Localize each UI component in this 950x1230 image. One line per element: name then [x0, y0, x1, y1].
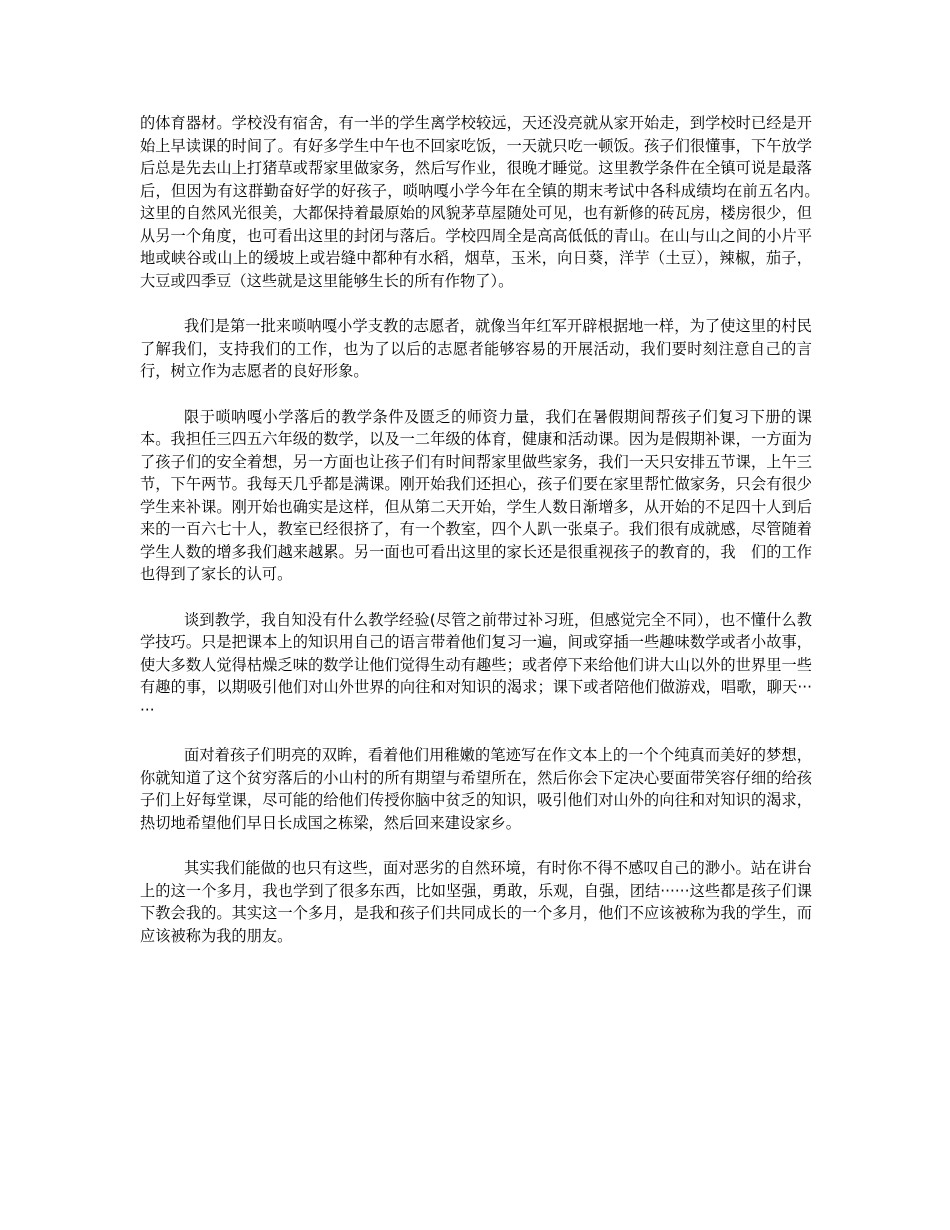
paragraph-1: 的体育器材。学校没有宿舍，有一半的学生离学校较远，天还没亮就从家开始走，到学校时已经是开始上早读课的时间了。有好多学生中午也不回家吃饭，一天就只吃一顿饭。孩子们很懂事，下午放学后总是先去山上打猪草或帮家里做家务，然后写作业，很晚才睡觉。这里教学条件在全镇可说是最落后，但因为有这群勤奋好学的好孩子，唢呐嘎小学今年在全镇的期末考试中各科成绩均在前五名内。 这里的自然风光很美，大都保持着最原始的风貌茅草屋随处可见，也有新修的砖瓦房，楼房很少，但从另一个角度，也可看出这里的封闭与落后。学校四周全是高高低低的青山。在山与山之间的小片平地或峡谷或山上的缓坡上或岩缝中都种有水稻，烟草，玉米，向日葵，洋芋（土豆），辣椒，茄子，大豆或四季豆（这些就是这里能够生长的所有作物了）。	[140, 114, 833, 290]
paragraph-2: 我们是第一批来唢呐嘎小学支教的志愿者，就像当年红军开辟根据地一样，为了使这里的村民了解我们，支持我们的工作，也为了以后的志愿者能够容易的开展活动，我们要时刻注意自己的言行，树立作为志愿者的良好形象。	[140, 317, 812, 380]
paragraph-5: 面对着孩子们明亮的双眸，看着他们用稚嫩的笔迹写在作文本上的一个个纯真而美好的梦想，你就知道了这个贫穷落后的小山村的所有期望与希望所在，然后你会下定决心要面带笑容仔细的给孩子们上好每堂课，尽可能的给他们传授你脑中贫乏的知识，吸引他们对山外的向往和对知识的渴求，热切地希望他们早日长成国之栋梁，然后回来建设家乡。	[140, 746, 812, 832]
document-body	[140, 112, 833, 970]
paragraph-4: 谈到教学，我自知没有什么教学经验(尽管之前带过补习班，但感觉完全不同），也不懂什么教学技巧。只是把课本上的知识用自己的语言带着他们复习一遍，间或穿插一些趣味数学或者小故事，使大多数人觉得枯燥乏味的数学让他们觉得生动有趣些；或者停下来给他们讲大山以外的世界里一些有趣的事，以期吸引他们对山外世界的向往和对知识的渴求；课下或者陪他们做游戏，唱歌，聊天······	[140, 610, 812, 719]
paragraph-6: 其实我们能做的也只有这些，面对恶劣的自然环境，有时你不得不感叹自己的渺小。站在讲台上的这一个多月，我也学到了很多东西，比如坚强，勇敢，乐观，自强，团结······这些都是孩子们课下教会我的。其实这一个多月，是我和孩子们共同成长的一个多月，他们不应该被称为我的学生，而应该被称为我的朋友。	[140, 859, 812, 945]
paragraph-3: 限于唢呐嘎小学落后的教学条件及匮乏的师资力量，我们在暑假期间帮孩子们复习下册的课本。我担任三四五六年级的数学，以及一二年级的体育，健康和活动课。因为是假期补课，一方面为了孩子们的安全着想，另一方面也让孩子们有时间帮家里做些家务，我们一天只安排五节课，上午三节，下午两节。我每天几乎都是满课。刚开始我们还担心，孩子们要在家里帮忙做家务，只会有很少学生来补课。刚开始也确实是这样，但从第二天开始，学生人数日渐增多，从开始的不足四十人到后来的一百六七十人，教室已经很挤了，有一个教室，四个人趴一张桌子。我们很有成就感，尽管随着学生人数的增多我们越来越累。另一面也可看出这里的家长还是很重视孩子的教育的，我 们的工作也得到了家长的认可。	[140, 407, 812, 583]
